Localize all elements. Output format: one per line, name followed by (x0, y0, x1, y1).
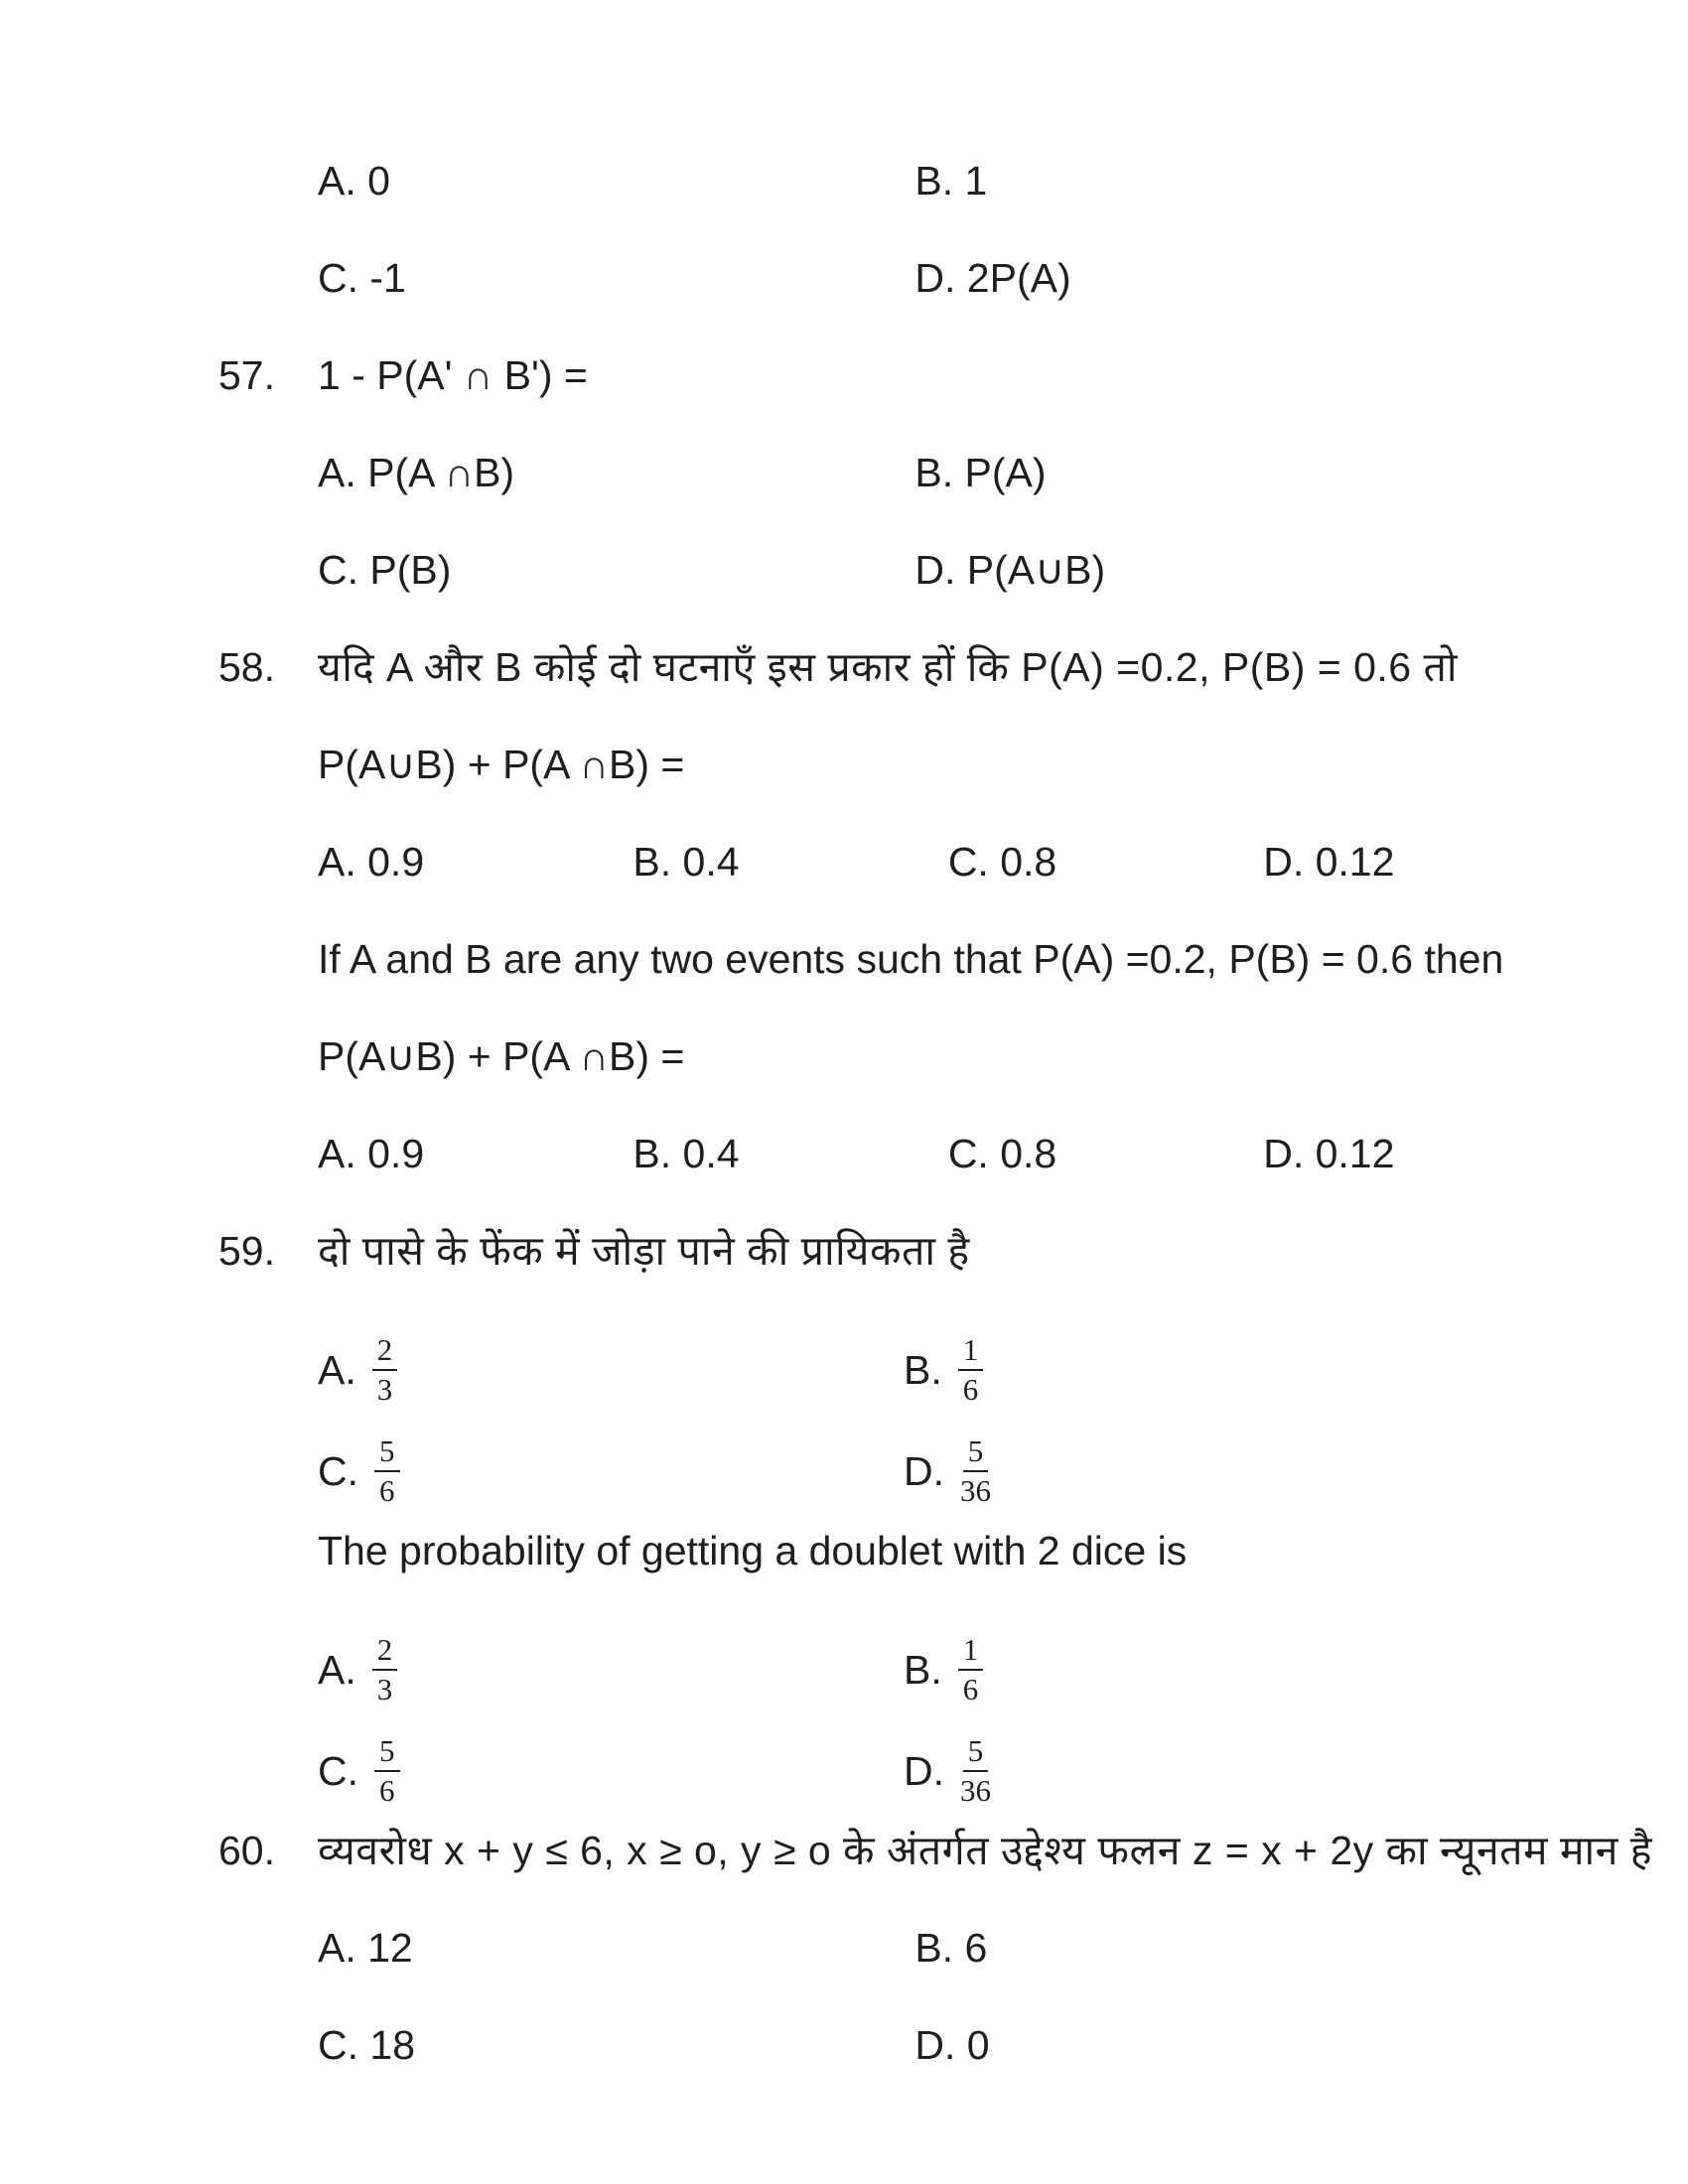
fraction-denominator: 36 (960, 1473, 991, 1508)
question-59-fraction-options-hindi-row-2 (218, 1426, 1628, 1517)
option-d: D. 0.12 (1263, 839, 1395, 885)
question-56-options-row-2 (218, 254, 1628, 302)
question-60-options-row-2 (218, 2021, 1628, 2069)
question-60-stem-hindi: व्यवरोध x + y ≤ 6, x ≥ o, y ≥ o के अंतर्गत उद्देश्य फलन z = x + 2y का न्यूनतम मान है (318, 1828, 1653, 1873)
fraction (960, 1734, 991, 1808)
option-b: B. 0.4 (633, 1131, 740, 1176)
fraction-numerator: 5 (963, 1734, 989, 1772)
fraction (958, 1333, 984, 1407)
option-d: D. 0.12 (1263, 1131, 1395, 1176)
question-59-number: 59. (218, 1228, 275, 1274)
fraction-numerator: 2 (372, 1333, 398, 1371)
question-59-stem-english-row (218, 1527, 1628, 1574)
option-label: A. (318, 1346, 356, 1393)
fraction (960, 1434, 991, 1508)
option-d (904, 1434, 991, 1508)
option-a: A. 12 (318, 1925, 413, 1971)
question-58-equation: P(A∪B) + P(A ∩B) = (318, 1033, 685, 1079)
question-57-options-row-1 (218, 449, 1628, 496)
question-58-stem-hindi-row (218, 643, 1628, 691)
question-57-number: 57. (218, 352, 275, 398)
option-b: B. 1 (914, 158, 988, 204)
question-59-fraction-options-english-row-1 (218, 1624, 1628, 1715)
option-c (318, 1434, 904, 1508)
option-label: B. (904, 1646, 942, 1693)
option-label: C. (318, 1447, 358, 1494)
fraction-denominator: 3 (376, 1372, 393, 1407)
option-c: C. 18 (318, 2022, 415, 2068)
fraction (374, 1734, 400, 1808)
fraction-denominator: 6 (962, 1372, 979, 1407)
option-d: D. 0 (914, 2022, 990, 2068)
option-a (318, 1333, 904, 1407)
option-a: A. 0.9 (318, 839, 425, 885)
option-b: B. P(A) (914, 450, 1047, 495)
question-56-options-row-1 (218, 157, 1628, 205)
option-b: B. 6 (914, 1925, 988, 1971)
option-b (904, 1633, 983, 1706)
option-a: A. 0 (318, 158, 390, 204)
question-59-fraction-options-hindi-row-1 (218, 1324, 1628, 1416)
option-label: D. (904, 1747, 944, 1794)
option-c (318, 1734, 904, 1808)
question-58-options-english-row (218, 1130, 1628, 1177)
question-58-number: 58. (218, 644, 275, 690)
question-58-equation-english-row (218, 1032, 1628, 1080)
question-60-stem-hindi-row (218, 1827, 1653, 1874)
option-a: A. P(A ∩B) (318, 450, 515, 495)
fraction-denominator: 6 (379, 1473, 395, 1508)
question-60-number: 60. (218, 1828, 275, 1873)
question-57-stem: 1 - P(A' ∩ B') = (318, 352, 588, 398)
fraction-numerator: 1 (958, 1333, 984, 1371)
question-58-stem-hindi: यदि A और B कोई दो घटनाएँ इस प्रकार हों कि P(A) =0.2, P(B) = 0.6 तो (318, 644, 1458, 690)
question-58-stem-english: If A and B are any two events such that P(A) =0.2, P(B) = 0.6 then (318, 936, 1504, 982)
option-d (904, 1734, 991, 1808)
question-57-stem-row (218, 351, 1628, 399)
option-d: D. 2P(A) (914, 255, 1071, 301)
option-label: B. (904, 1346, 942, 1393)
option-c: C. -1 (318, 255, 406, 301)
question-58-equation-hindi-row (218, 741, 1628, 788)
fraction-denominator: 6 (962, 1672, 979, 1706)
fraction (958, 1633, 984, 1706)
option-c: C. 0.8 (947, 1131, 1057, 1176)
option-a: A. 0.9 (318, 1131, 425, 1176)
question-58-options-hindi-row (218, 838, 1628, 886)
option-label: A. (318, 1646, 356, 1693)
fraction (372, 1333, 398, 1407)
option-label: D. (904, 1447, 944, 1494)
fraction-denominator: 3 (376, 1672, 393, 1706)
option-label: C. (318, 1747, 358, 1794)
fraction-numerator: 5 (963, 1434, 989, 1472)
fraction-denominator: 6 (379, 1773, 395, 1808)
fraction (374, 1434, 400, 1508)
question-59-stem-hindi-row (218, 1227, 1628, 1275)
question-58-equation: P(A∪B) + P(A ∩B) = (318, 742, 685, 787)
fraction-numerator: 5 (374, 1434, 400, 1472)
fraction-numerator: 2 (372, 1633, 398, 1671)
question-57-options-row-2 (218, 546, 1628, 594)
fraction-numerator: 5 (374, 1734, 400, 1772)
fraction-numerator: 1 (958, 1633, 984, 1671)
question-58-stem-english-row (218, 935, 1628, 983)
option-a (318, 1633, 904, 1706)
question-59-stem-english: The probability of getting a doublet with 2 dice is (318, 1528, 1188, 1573)
question-60-options-row-1 (218, 1924, 1628, 1972)
question-59-fraction-options-english-row-2 (218, 1725, 1628, 1817)
fraction (372, 1633, 398, 1706)
option-c: C. P(B) (318, 547, 452, 593)
option-d: D. P(A∪B) (914, 547, 1106, 593)
option-b (904, 1333, 983, 1407)
fraction-denominator: 36 (960, 1773, 991, 1808)
question-59-stem-hindi: दो पासे के फेंक में जोड़ा पाने की प्रायिकता है (318, 1228, 970, 1274)
option-c: C. 0.8 (947, 839, 1057, 885)
option-b: B. 0.4 (633, 839, 740, 885)
